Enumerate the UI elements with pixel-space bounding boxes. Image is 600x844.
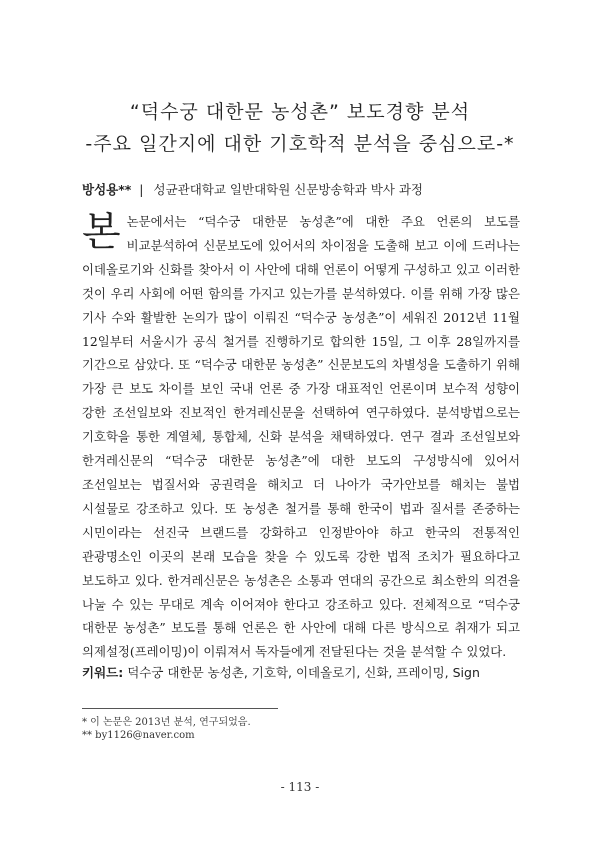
abstract-text: 논문에서는 “덕수궁 대한문 농성촌”에 대한 주요 언론의 보도를 비교분석하여 신문보도에 있어서의 차이점을 도출해 보고 이에 드러나는 이데올로기와 신화를 찾아서 이 사안에 대해 언론이 어떻게 구성하고 있고 이러한 것이 우리 사회에 어떤 함의를 가지고 있는가를 분석하였다. 이를 위해 가장 많은 기사 수와 활발한 논의가 많이 이뤄진 “덕수궁 농성촌”이 세워진 2012년 11월 12일부터 서울시가 공식 철거를 진행하기로 합의한 15일, 그 이후 28일까지를 기간으로 삼았다. 또 “덕수궁 대한문 농성촌” 신문보도의 차별성을 도출하기 위해 가장 큰 보도 차이를 보인 국내 언론 중 가장 대표적인 언론이며 보수적 성향이 강한 조선일보와 진보적인 한겨레신문을 선택하여 연구하였다. 분석방법으로는 기호학을 통한 계열체, 통합체, 신화 분석을 채택하였다. 연구 결과 조선일보와 한겨레신문의 “덕수궁 대한문 농성촌”에 대한 보도의 구성방식에 있어서 조선일보는 법질서와 공권력을 해치고 더 나아가 국가안보를 해치는 불법 시설물로 강조하고 있다. 또 농성촌 철거를 통해 한국이 법과 질서를 존중하는 시민이라는 선진국 브랜드를 강화하고 인정받아야 하고 한국의 전통적인 관광명소인 이곳의 본래 모습을 찾을 수 있도록 강한 법적 조치가 필요하다고 보도하고 있다. 한겨레신문은 농성촌은 소통과 연대의 공간으로 최소한의 의견을 나눌 수 있는 무대로 계속 이어져야 한다고 강조하고 있다. 전체적으로 “덕수궁 대한문 농성촌” 보도를 통해 언론은 한 사안에 대해 다른 방식으로 취재가 되고 의제설정(프레이밍)이 이뤄져서 독자들에게 전달된다는 것을 분석할 수 있었다. [82,214,520,660]
author-line [82,180,522,198]
author-name: 방성용** [82,182,132,197]
abstract-dropcap: 본 [82,209,121,255]
abstract [82,210,520,664]
keywords-label: 키워드: [82,665,124,680]
paper-title-line1: “덕수궁 대한문 농성촌” 보도경향 분석 [129,101,471,123]
author-separator: | [139,182,144,197]
footnote-divider [82,708,278,709]
footnote-2: ** by1126@naver.com [82,730,195,741]
page-number: - 113 - [280,780,320,794]
footnote-1: * 이 논문은 2013년 분석, 연구되었음. [82,717,251,728]
keywords-line [82,663,522,681]
paper-title-line2: -주요 일간지에 대한 기호학적 분석을 중심으로-* [85,133,515,155]
keywords-list: 덕수궁 대한문 농성촌, 기호학, 이데올로기, 신화, 프레이밍, Sign [127,665,480,680]
author-affiliation: 성균관대학교 일반대학원 신문방송학과 박사 과정 [153,182,423,197]
